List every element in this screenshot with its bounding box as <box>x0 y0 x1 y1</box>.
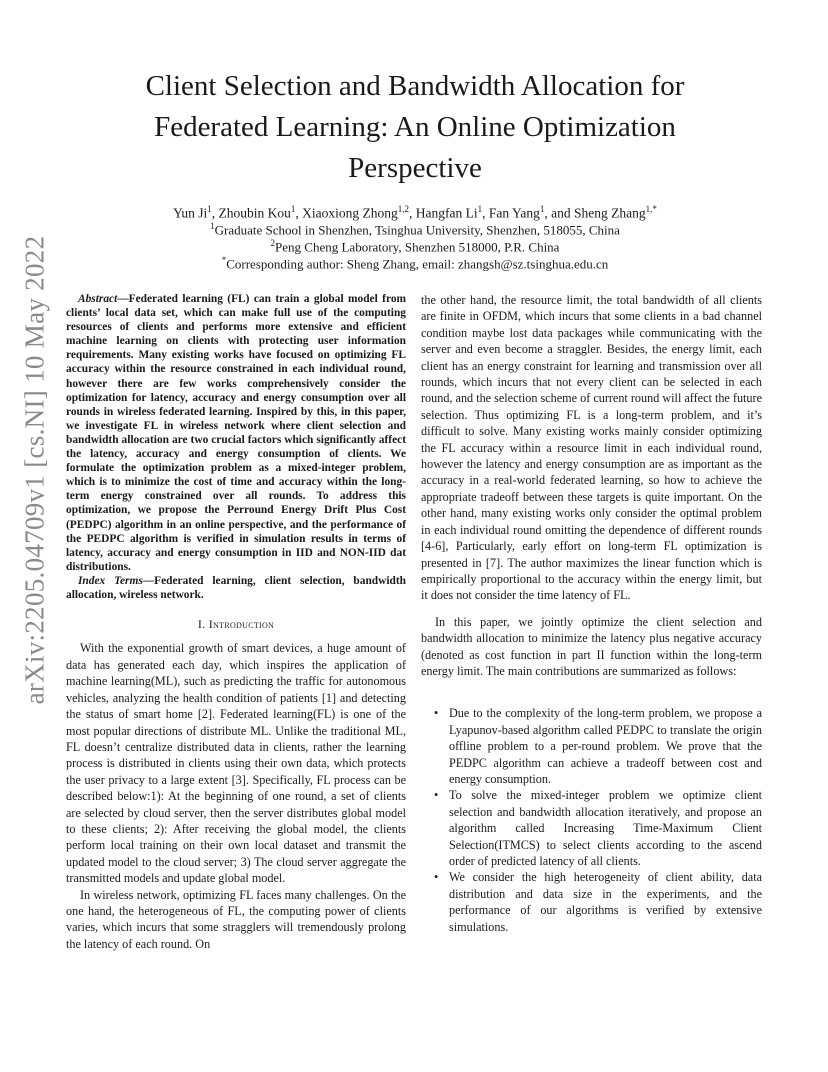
right-column <box>421 292 762 935</box>
author-separator: , <box>211 205 219 221</box>
author-name: Fan Yang <box>488 205 540 221</box>
affiliation-mark: * <box>221 255 227 265</box>
abstract <box>66 292 406 574</box>
author-separator: , and <box>544 205 574 221</box>
affiliation-text: Graduate School in Shenzhen, Tsinghua University, Shenzhen, 518055, China <box>214 222 620 238</box>
author-name: Xiaoxiong Zhong <box>302 205 398 221</box>
index-terms-label: Index Terms <box>78 574 143 587</box>
section-number: I. <box>197 617 209 632</box>
abstract-text: —Federated learning (FL) can train a global model from clients’ local data set, which can make full use of the computing resources of clients and performs more extensive and efficient machine learning on clients with protecting user information requirements. Many existing works have focused on optimizing FL accuracy within the resource constrained in each individual round, however there are few works comprehensively consider the optimization for latency, accuracy and energy consumption over all rounds in wireless federated learning. Inspired by this, in this paper, we investigate FL in wireless network where client selection and bandwidth allocation are two crucial factors which significantly affect the latency, accuracy and energy consumption of clients. We formulate the optimization problem as a mixed-integer problem, which is to minimize the cost of time and accuracy within the long-term energy constrained over all rounds. To address this optimization, we propose the Perround Energy Drift Plus Cost (PEDPC) algorithm in an online perspective, and the performance of the PEDPC algorithm is verified in simulation results in terms of latency, accuracy and energy consumption in IID and NON-IID dat distributions. <box>66 293 406 573</box>
body-paragraph-contributions-intro: In this paper, we jointly optimize the client selection and bandwidth allocation to minimize the latency plus negative accuracy (denoted as cost function in part II function within the long-term energy limit. The main contributions are summarized as follows: <box>421 614 762 678</box>
contributions-list <box>421 705 762 935</box>
author-name: Yun Ji <box>173 205 208 221</box>
contribution-item: • We consider the high heterogeneity of client ability, data distribution and data size in the experiments, and the performance of our algorithms is verified by extensive simulations. <box>449 869 762 935</box>
affiliation-mark: 2 <box>270 238 276 248</box>
contribution-item: • Due to the complexity of the long-term problem, we propose a Lyapunov-based algorithm called PEDPC to translate the origin offline problem to a per-round problem. We prove that the PEDPC algorithm can achieve a tradeoff between cost and energy consumption. <box>449 705 762 787</box>
section-heading-introduction <box>66 616 406 632</box>
affiliation-text: Peng Cheng Laboratory, Shenzhen 518000, P.R. China <box>275 239 560 255</box>
intro-paragraph-2: In wireless network, optimizing FL faces many challenges. On the one hand, the heterogeneous of FL, the computing power of clients varies, which incurs that some stragglers will tremendously prolong the latency of each round. On <box>66 887 406 951</box>
author-affiliation-mark: 1 <box>477 204 483 214</box>
index-terms <box>66 574 406 602</box>
author-separator: , <box>409 205 416 221</box>
author-affiliation-mark: 1 <box>207 204 212 214</box>
abstract-label: Abstract <box>78 293 118 305</box>
author-name: Hangfan Li <box>415 205 478 221</box>
left-column <box>66 292 406 952</box>
body-paragraph-continued: the other hand, the resource limit, the total bandwidth of all clients are finite in OFDM, which incurs that some clients in a bad channel condition maybe lost data packages while communicating with the server and even become a straggler. Besides, the energy limit, each client has an energy constraint for learning and transmission over all rounds, which incurs that not every client can be selected in each round, and the selection scheme of current round will affect the future selection. Thus optimizing FL is a long-term problem, and it’s difficult to solve. Many existing works mainly consider optimizing the FL accuracy within a resource limit in each individual round, however the latency and energy consumption are as important as the accuracy in a real-world federated learning, so how to achieve the appropriate tradeoff between these targets is quite important. On the other hand, many existing works only consider the optimal problem in each individual round omitting the dependence of different rounds [4-6], Particularly, early effort on long-term FL optimization is presented in [7]. The author maximizes the linear function which is empirically proportional to the accuracy within the energy limit, but it does not consider the time latency of FL. <box>421 293 762 603</box>
intro-paragraph-1: With the exponential growth of smart devices, a huge amount of data has generated each day, which inspires the application of machine learning(ML), such as predicting the traffic for autonomous vehicles, analyzing the health condition of patients [1] and detecting the status of smart home [2]. Federated learning(FL) is one of the most popular directions of distribute ML. Unlike the traditional ML, FL doesn’t centralize distributed data in clients, rather the learning process is distributed in clients using their own data, which protects the user privacy to a large extent [3]. Specifically, FL process can be described below:1): At the beginning of one round, a set of clients are selected by cloud server, then the server distributes global model to these clients; 2): After receiving the global model, the clients perform local training on their own local dataset and transmit the updated model to the cloud server; 3) The cloud server aggregate the transmitted models and update global model. <box>66 641 406 886</box>
arxiv-identifier: arXiv:2205.04709v1 [cs.NI] 10 May 2022 <box>19 235 50 705</box>
paper-title: Client Selection and Bandwidth Allocation for Federated Learning: An Online Optimization Perspective <box>145 70 685 184</box>
author-affiliation-mark: 1 <box>290 204 296 214</box>
author-name: Sheng Zhang <box>574 205 646 221</box>
author-name: Zhoubin Kou <box>218 205 291 221</box>
author-affiliation-mark: 1,2 <box>397 204 409 214</box>
author-separator: , <box>295 205 303 221</box>
affiliation-corresponding <box>90 252 740 272</box>
affiliation-mark: 1 <box>210 221 215 231</box>
author-affiliation-mark: 1 <box>539 204 545 214</box>
contribution-item: • To solve the mixed-integer problem we optimize client selection and bandwidth allocation iteratively, and propose an algorithm called Increasing Time-Maximum Client Selection(ITMCS) to select clients according to the ascend order of predicted latency of all clients. <box>449 787 762 869</box>
section-title: Introduction <box>208 617 275 632</box>
affiliation-text: Corresponding author: Sheng Zhang, email: zhangsh@sz.tsinghua.edu.cn <box>226 256 609 272</box>
author-separator: , <box>482 205 489 221</box>
index-terms-text: —Federated learning, client selection, bandwidth allocation, wireless network. <box>66 574 406 601</box>
arxiv-sidebar-stamp <box>0 0 70 1072</box>
author-affiliation-mark: 1,* <box>645 204 657 214</box>
